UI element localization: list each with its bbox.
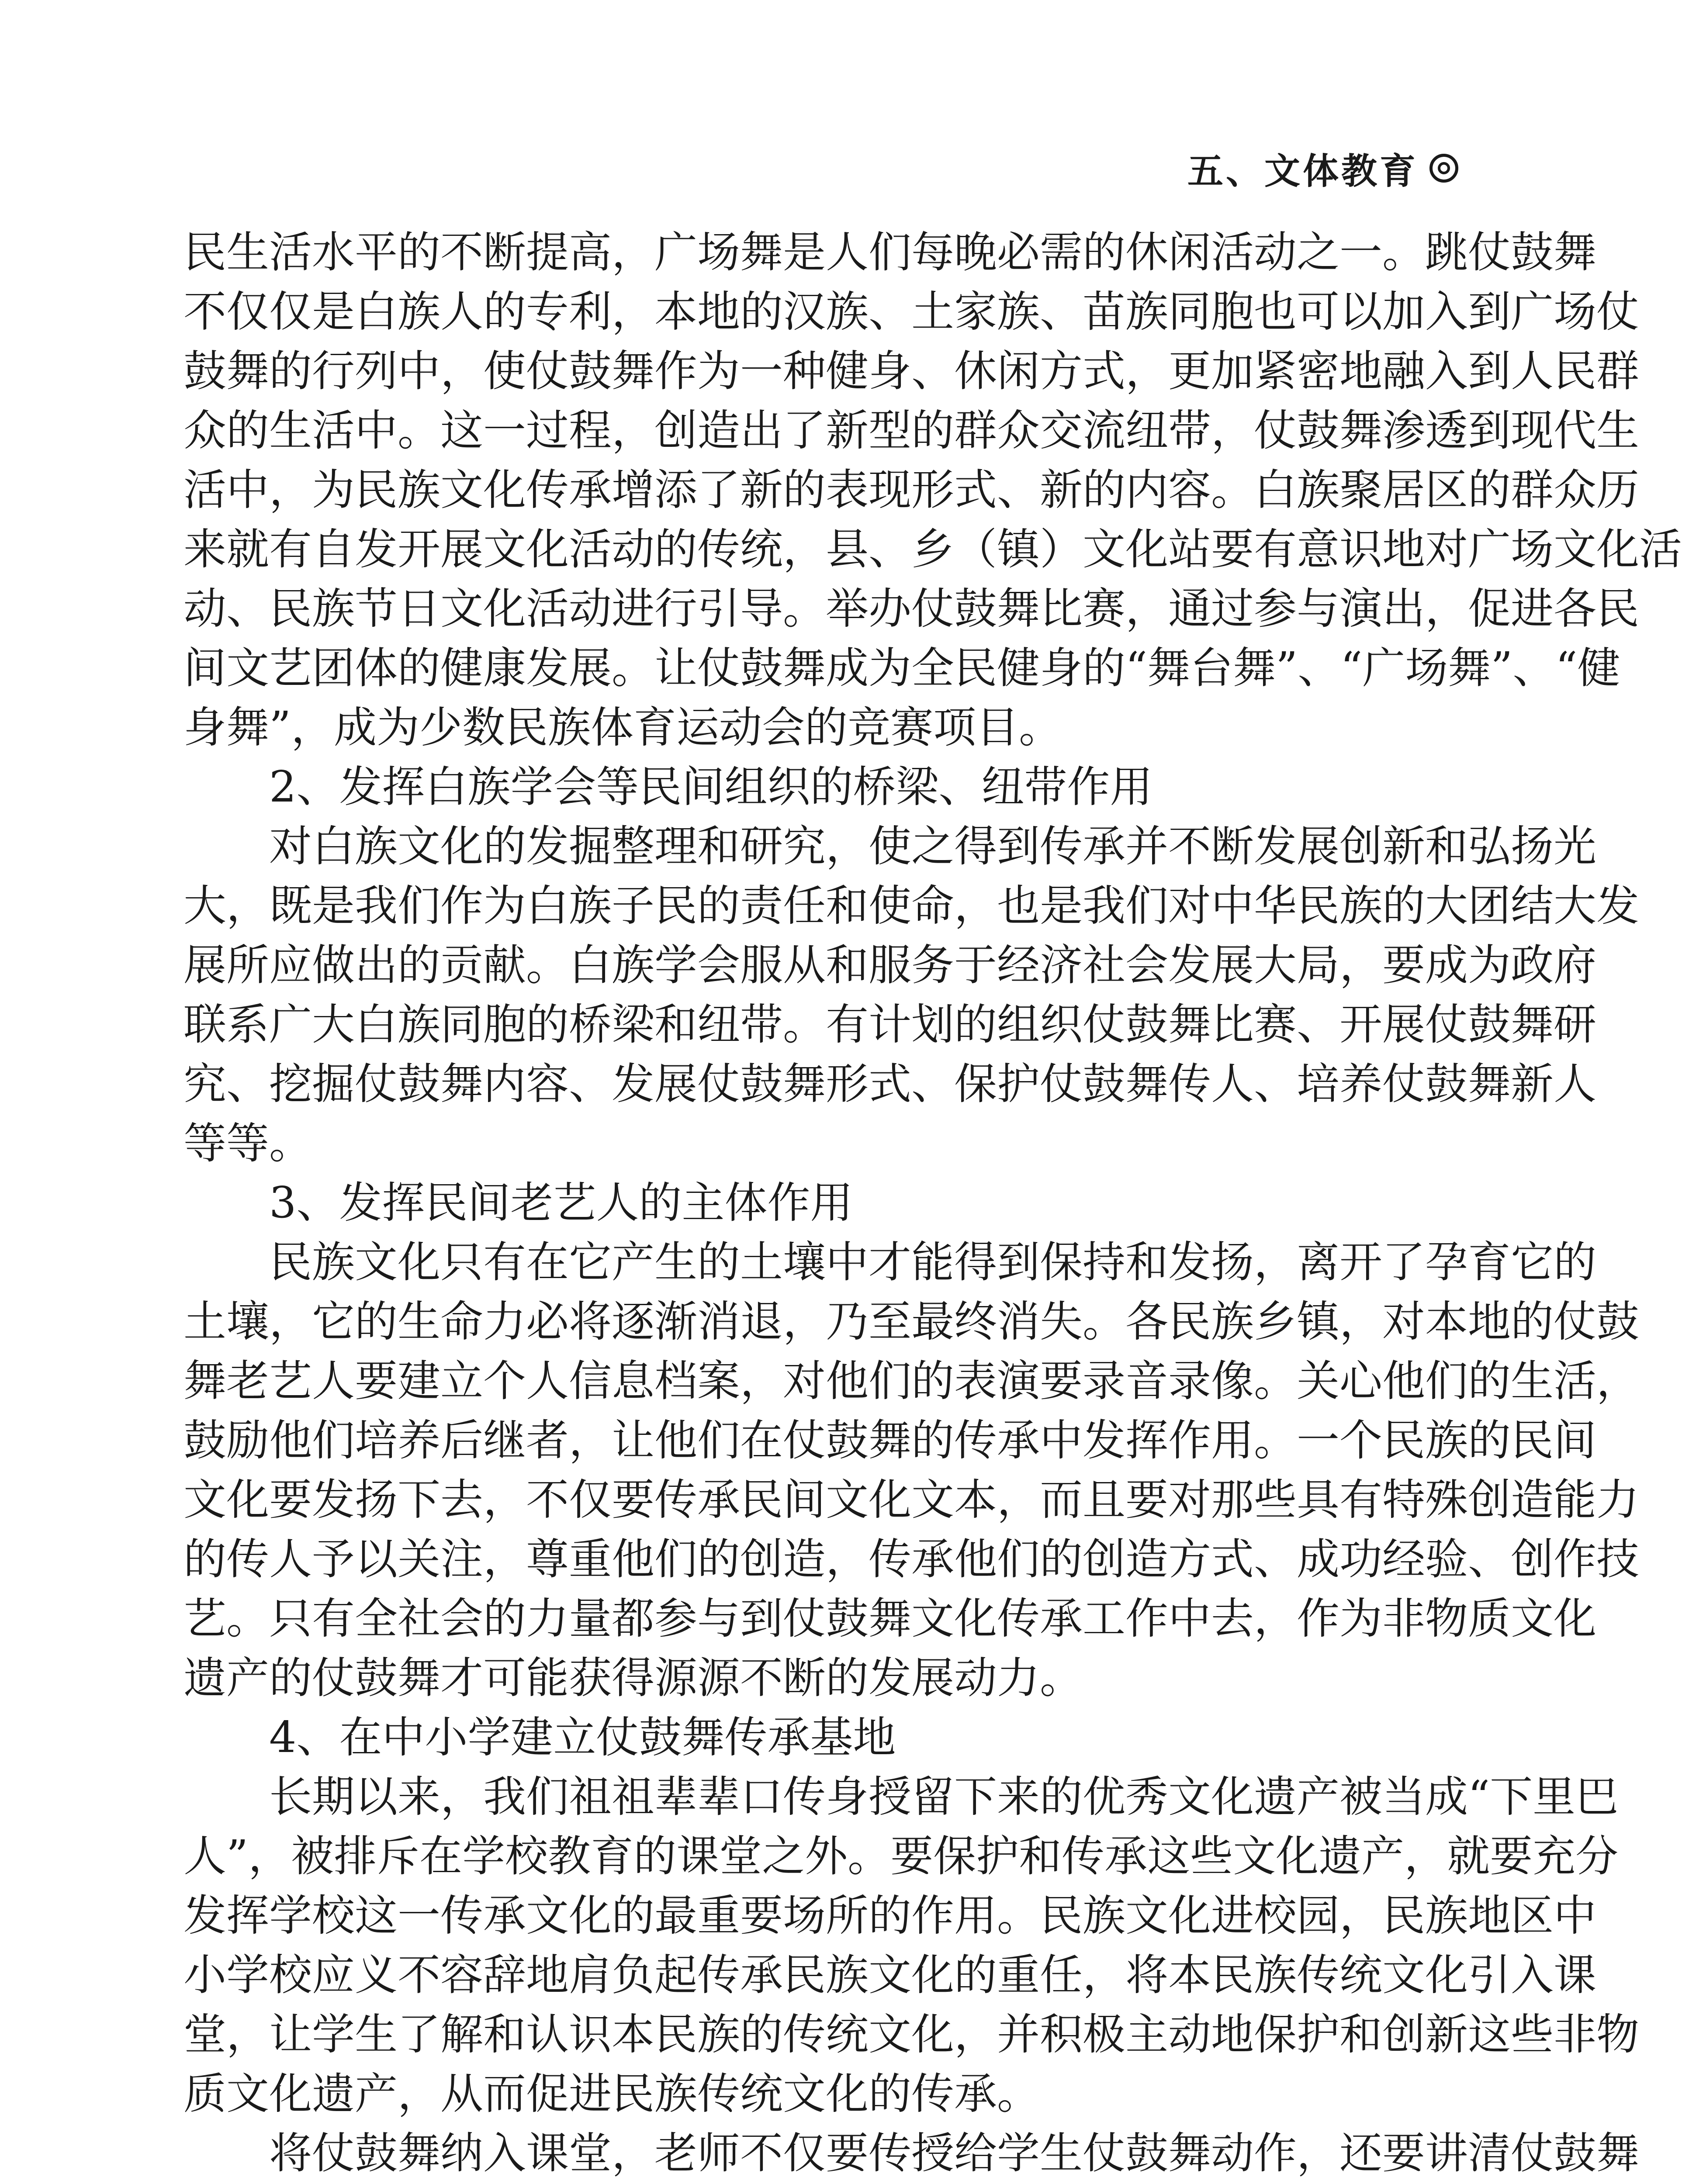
- text-line: 长期以来，我们祖祖辈辈口传身授留下来的优秀文化遗产被当成“下里巴: [269, 1772, 1619, 1822]
- text-line: 文化要发扬下去，不仅要传承民间文化文本，而且要对那些具有特殊创造能力: [183, 1475, 1640, 1525]
- text-line: 遗产的仗鼓舞才可能获得源源不断的发展动力。: [183, 1653, 1083, 1703]
- text-line: 人”，被排斥在学校教育的课堂之外。要保护和传承这些文化遗产，就要充分: [183, 1832, 1619, 1881]
- section-title: 五、文体教育: [1187, 150, 1418, 192]
- text-line: 展所应做出的贡献。白族学会服从和服务于经济社会发展大局，要成为政府: [183, 940, 1597, 990]
- text-line: 活中，为民族文化传承增添了新的表现形式、新的内容。白族聚居区的群众历: [183, 465, 1640, 515]
- text-line: 动、民族节日文化活动进行引导。举办仗鼓舞比赛，通过参与演出，促进各民: [183, 584, 1640, 634]
- text-line: 艺。只有全社会的力量都参与到仗鼓舞文化传承工作中去，作为非物质文化: [183, 1594, 1597, 1644]
- text-line: 将仗鼓舞纳入课堂，老师不仅要传授给学生仗鼓舞动作，还要讲清仗鼓舞: [269, 2129, 1640, 2178]
- text-line: 联系广大白族同胞的桥梁和纽带。有计划的组织仗鼓舞比赛、开展仗鼓舞研: [183, 1000, 1597, 1050]
- text-line: 发挥学校这一传承文化的最重要场所的作用。民族文化进校园，民族地区中: [183, 1891, 1597, 1941]
- running-header: [1187, 144, 1458, 192]
- text-line: 民生活水平的不断提高，广场舞是人们每晚必需的休闲活动之一。跳仗鼓舞: [183, 228, 1597, 277]
- double-circle-icon: [1429, 154, 1458, 183]
- text-line: 大，既是我们作为白族子民的责任和使命，也是我们对中华民族的大团结大发: [183, 881, 1640, 931]
- text-line: 鼓励他们培养后继者，让他们在仗鼓舞的传承中发挥作用。一个民族的民间: [183, 1416, 1597, 1465]
- text-line: 的传人予以关注，尊重他们的创造，传承他们的创造方式、成功经验、创作技: [183, 1534, 1640, 1584]
- text-line: 等等。: [183, 1119, 312, 1168]
- text-line: 民族文化只有在它产生的土壤中才能得到保持和发扬，离开了孕育它的: [269, 1237, 1597, 1287]
- text-line: 质文化遗产，从而促进民族传统文化的传承。: [183, 2069, 1040, 2119]
- text-line: 间文艺团体的健康发展。让仗鼓舞成为全民健身的“舞台舞”、“广场舞”、“健: [183, 643, 1620, 693]
- text-line: 小学校应义不容辞地肩负起传承民族文化的重任，将本民族传统文化引入课: [183, 1950, 1597, 2000]
- body-text: [183, 223, 1682, 2183]
- text-line: 土壤，它的生命力必将逐渐消退，乃至最终消失。各民族乡镇，对本地的仗鼓: [183, 1297, 1640, 1347]
- text-line: 来就有自发开展文化活动的传统，县、乡（镇）文化站要有意识地对广场文化活: [183, 525, 1682, 574]
- section-heading: 2、发挥白族学会等民间组织的桥梁、纽带作用: [269, 762, 1153, 812]
- text-line: 不仅仅是白族人的专利，本地的汉族、土家族、苗族同胞也可以加入到广场仗: [183, 287, 1640, 337]
- text-line: 众的生活中。这一过程，创造出了新型的群众交流纽带，仗鼓舞渗透到现代生: [183, 406, 1640, 456]
- text-line: 鼓舞的行列中，使仗鼓舞作为一种健身、休闲方式，更加紧密地融入到人民群: [183, 346, 1640, 396]
- text-line: 究、挖掘仗鼓舞内容、发展仗鼓舞形式、保护仗鼓舞传人、培养仗鼓舞新人: [183, 1059, 1597, 1109]
- section-heading: 3、发挥民间老艺人的主体作用: [269, 1178, 853, 1228]
- text-line: 舞老艺人要建立个人信息档案，对他们的表演要录音录像。关心他们的生活，: [183, 1356, 1640, 1406]
- text-line: 身舞”，成为少数民族体育运动会的竞赛项目。: [183, 703, 1062, 753]
- text-line: 堂，让学生了解和认识本民族的传统文化，并积极主动地保护和创新这些非物: [183, 2010, 1640, 2060]
- section-heading: 4、在中小学建立仗鼓舞传承基地: [269, 1713, 896, 1762]
- text-line: 对白族文化的发掘整理和研究，使之得到传承并不断发展创新和弘扬光: [269, 822, 1597, 871]
